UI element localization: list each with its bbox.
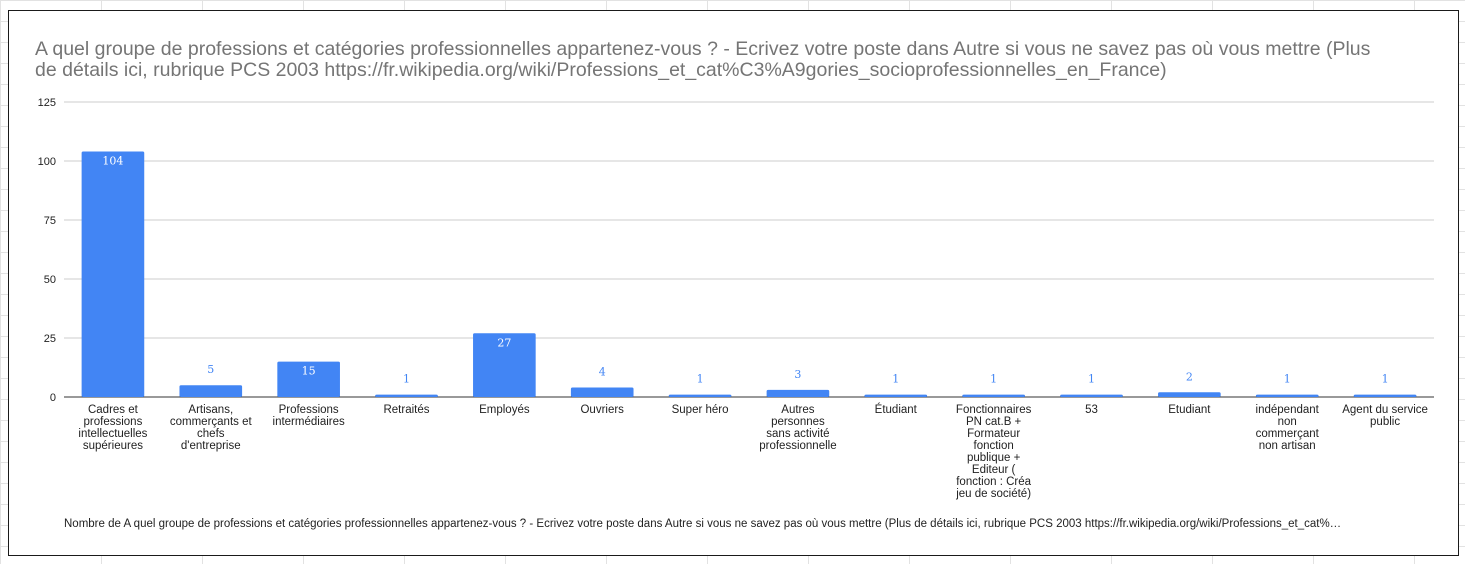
x-tick-label-line: Professions xyxy=(278,404,339,416)
data-label: 1 xyxy=(1088,372,1095,386)
chart-title-line-1: A quel groupe de professions et catégories professionnelles appartenez-vous ? - Ecrivez votre poste dans Autre si vous ne savez pas où vous mettre (Plus xyxy=(35,38,1371,60)
y-axis-ticks xyxy=(38,97,56,404)
data-label: 104 xyxy=(102,154,124,168)
data-label: 5 xyxy=(207,363,215,377)
x-tick-label xyxy=(1085,404,1098,416)
gridlines xyxy=(64,102,1434,397)
x-tick-label-line: professions xyxy=(83,416,143,428)
x-tick-label-line: professionnelle xyxy=(759,440,837,452)
bar xyxy=(1354,395,1417,397)
data-label: 1 xyxy=(990,372,998,386)
x-tick-label-line: non artisan xyxy=(1258,440,1316,452)
y-tick-label: 75 xyxy=(43,215,56,227)
x-tick-label-line: Editeur ( xyxy=(971,464,1016,476)
bars xyxy=(82,152,1417,397)
y-tick-label: 100 xyxy=(37,156,56,168)
x-tick-label xyxy=(759,404,836,452)
x-tick-label-line: indépendant xyxy=(1255,404,1319,416)
x-tick-label-line: Artisans, xyxy=(188,404,234,416)
x-tick-label-line: publique + xyxy=(966,452,1021,464)
x-tick-label-line: Employés xyxy=(479,404,530,416)
x-tick-label-line: Formateur xyxy=(967,428,1021,440)
x-tick-label-line: PN cat.B + xyxy=(965,416,1022,428)
x-tick-label-line: Retraités xyxy=(383,404,430,416)
y-tick-label: 50 xyxy=(43,274,56,286)
x-tick-label-line: Super héro xyxy=(671,404,729,416)
x-tick-label-line: 53 xyxy=(1085,404,1098,416)
x-tick-label-line: chefs xyxy=(197,428,225,440)
data-label: 1 xyxy=(403,372,410,386)
bar xyxy=(1060,395,1123,397)
x-tick-label-line: intermédiaires xyxy=(272,416,345,428)
data-label: 1 xyxy=(892,372,900,386)
x-tick-label-line: jeu de société) xyxy=(956,488,1032,500)
bar xyxy=(767,390,830,397)
x-tick-label xyxy=(479,404,530,416)
x-tick-label xyxy=(672,404,729,416)
bar xyxy=(375,395,438,397)
x-tick-label-line: non xyxy=(1277,416,1297,428)
x-tick-label-line: Ouvriers xyxy=(580,404,624,416)
bar-chart xyxy=(9,11,1458,555)
y-tick-label: 25 xyxy=(43,333,56,345)
data-label: 1 xyxy=(1381,372,1389,386)
chart-title xyxy=(35,38,1371,81)
x-tick-label-line: Cadres et xyxy=(87,404,138,416)
data-label: 3 xyxy=(794,367,802,381)
bar xyxy=(179,385,242,397)
y-tick-label: 125 xyxy=(37,97,56,109)
bar xyxy=(82,152,145,397)
bar xyxy=(669,395,732,397)
x-tick-label xyxy=(1168,404,1211,416)
x-tick-label-line: Etudiant xyxy=(1168,404,1211,416)
x-tick-label xyxy=(78,404,147,452)
data-label: 4 xyxy=(598,365,606,379)
bar xyxy=(1158,392,1221,397)
x-tick-label-line: Étudiant xyxy=(874,404,917,416)
data-label: 1 xyxy=(1283,372,1291,386)
x-tick-label xyxy=(273,404,345,428)
y-tick-label: 0 xyxy=(49,392,56,404)
x-tick-label-line: commerçant xyxy=(1255,428,1319,440)
chart-title-line-2: de détails ici, rubrique PCS 2003 https://fr.wikipedia.org/wiki/Professions_et_cat%C3%A9gories_socioprofessionnelles_en_France) xyxy=(35,59,1167,81)
data-labels xyxy=(102,155,1388,386)
x-tick-label xyxy=(1342,404,1428,428)
x-tick-label xyxy=(170,404,253,452)
x-tick-label-line: personnes xyxy=(771,416,825,428)
x-tick-label xyxy=(875,403,918,416)
bar xyxy=(1256,395,1319,397)
bar xyxy=(864,395,927,397)
data-label: 1 xyxy=(696,372,704,386)
x-tick-label xyxy=(955,404,1031,500)
x-tick-label-line: public xyxy=(1370,416,1401,428)
chart-frame xyxy=(8,10,1459,556)
x-axis-ticks xyxy=(78,403,1428,500)
x-tick-label-line: fonction : Créa xyxy=(956,476,1032,488)
x-tick-label-line: commerçants et xyxy=(169,416,252,428)
bar xyxy=(962,395,1025,397)
x-tick-label-line: d'entreprise xyxy=(180,440,241,452)
x-tick-label-line: supérieures xyxy=(82,440,143,452)
x-tick-label-line: fonction xyxy=(973,440,1014,452)
x-tick-label-line: Fonctionnaires xyxy=(955,404,1032,416)
x-tick-label-line: Agent du service xyxy=(1342,404,1428,416)
x-tick-label-line: Autres xyxy=(781,404,815,416)
data-label: 27 xyxy=(497,336,512,350)
x-tick-label-line: intellectuelles xyxy=(78,428,148,440)
data-label: 15 xyxy=(301,364,316,378)
data-label: 2 xyxy=(1185,370,1193,384)
x-tick-label xyxy=(1256,404,1320,452)
x-tick-label xyxy=(580,404,624,416)
bar xyxy=(571,388,634,397)
x-tick-label-line: sans activité xyxy=(766,428,830,440)
x-tick-label xyxy=(383,404,429,416)
x-axis-title: Nombre de A quel groupe de professions et catégories professionnelles appartenez-vous ? - Ecrivez votre poste dans Autre si vous ne savez pas où vous mettre (Plus de détails ici, rubrique PCS 2003 https://fr.wikipedia.org/wiki/Professions_et_cat%… xyxy=(64,518,1342,530)
